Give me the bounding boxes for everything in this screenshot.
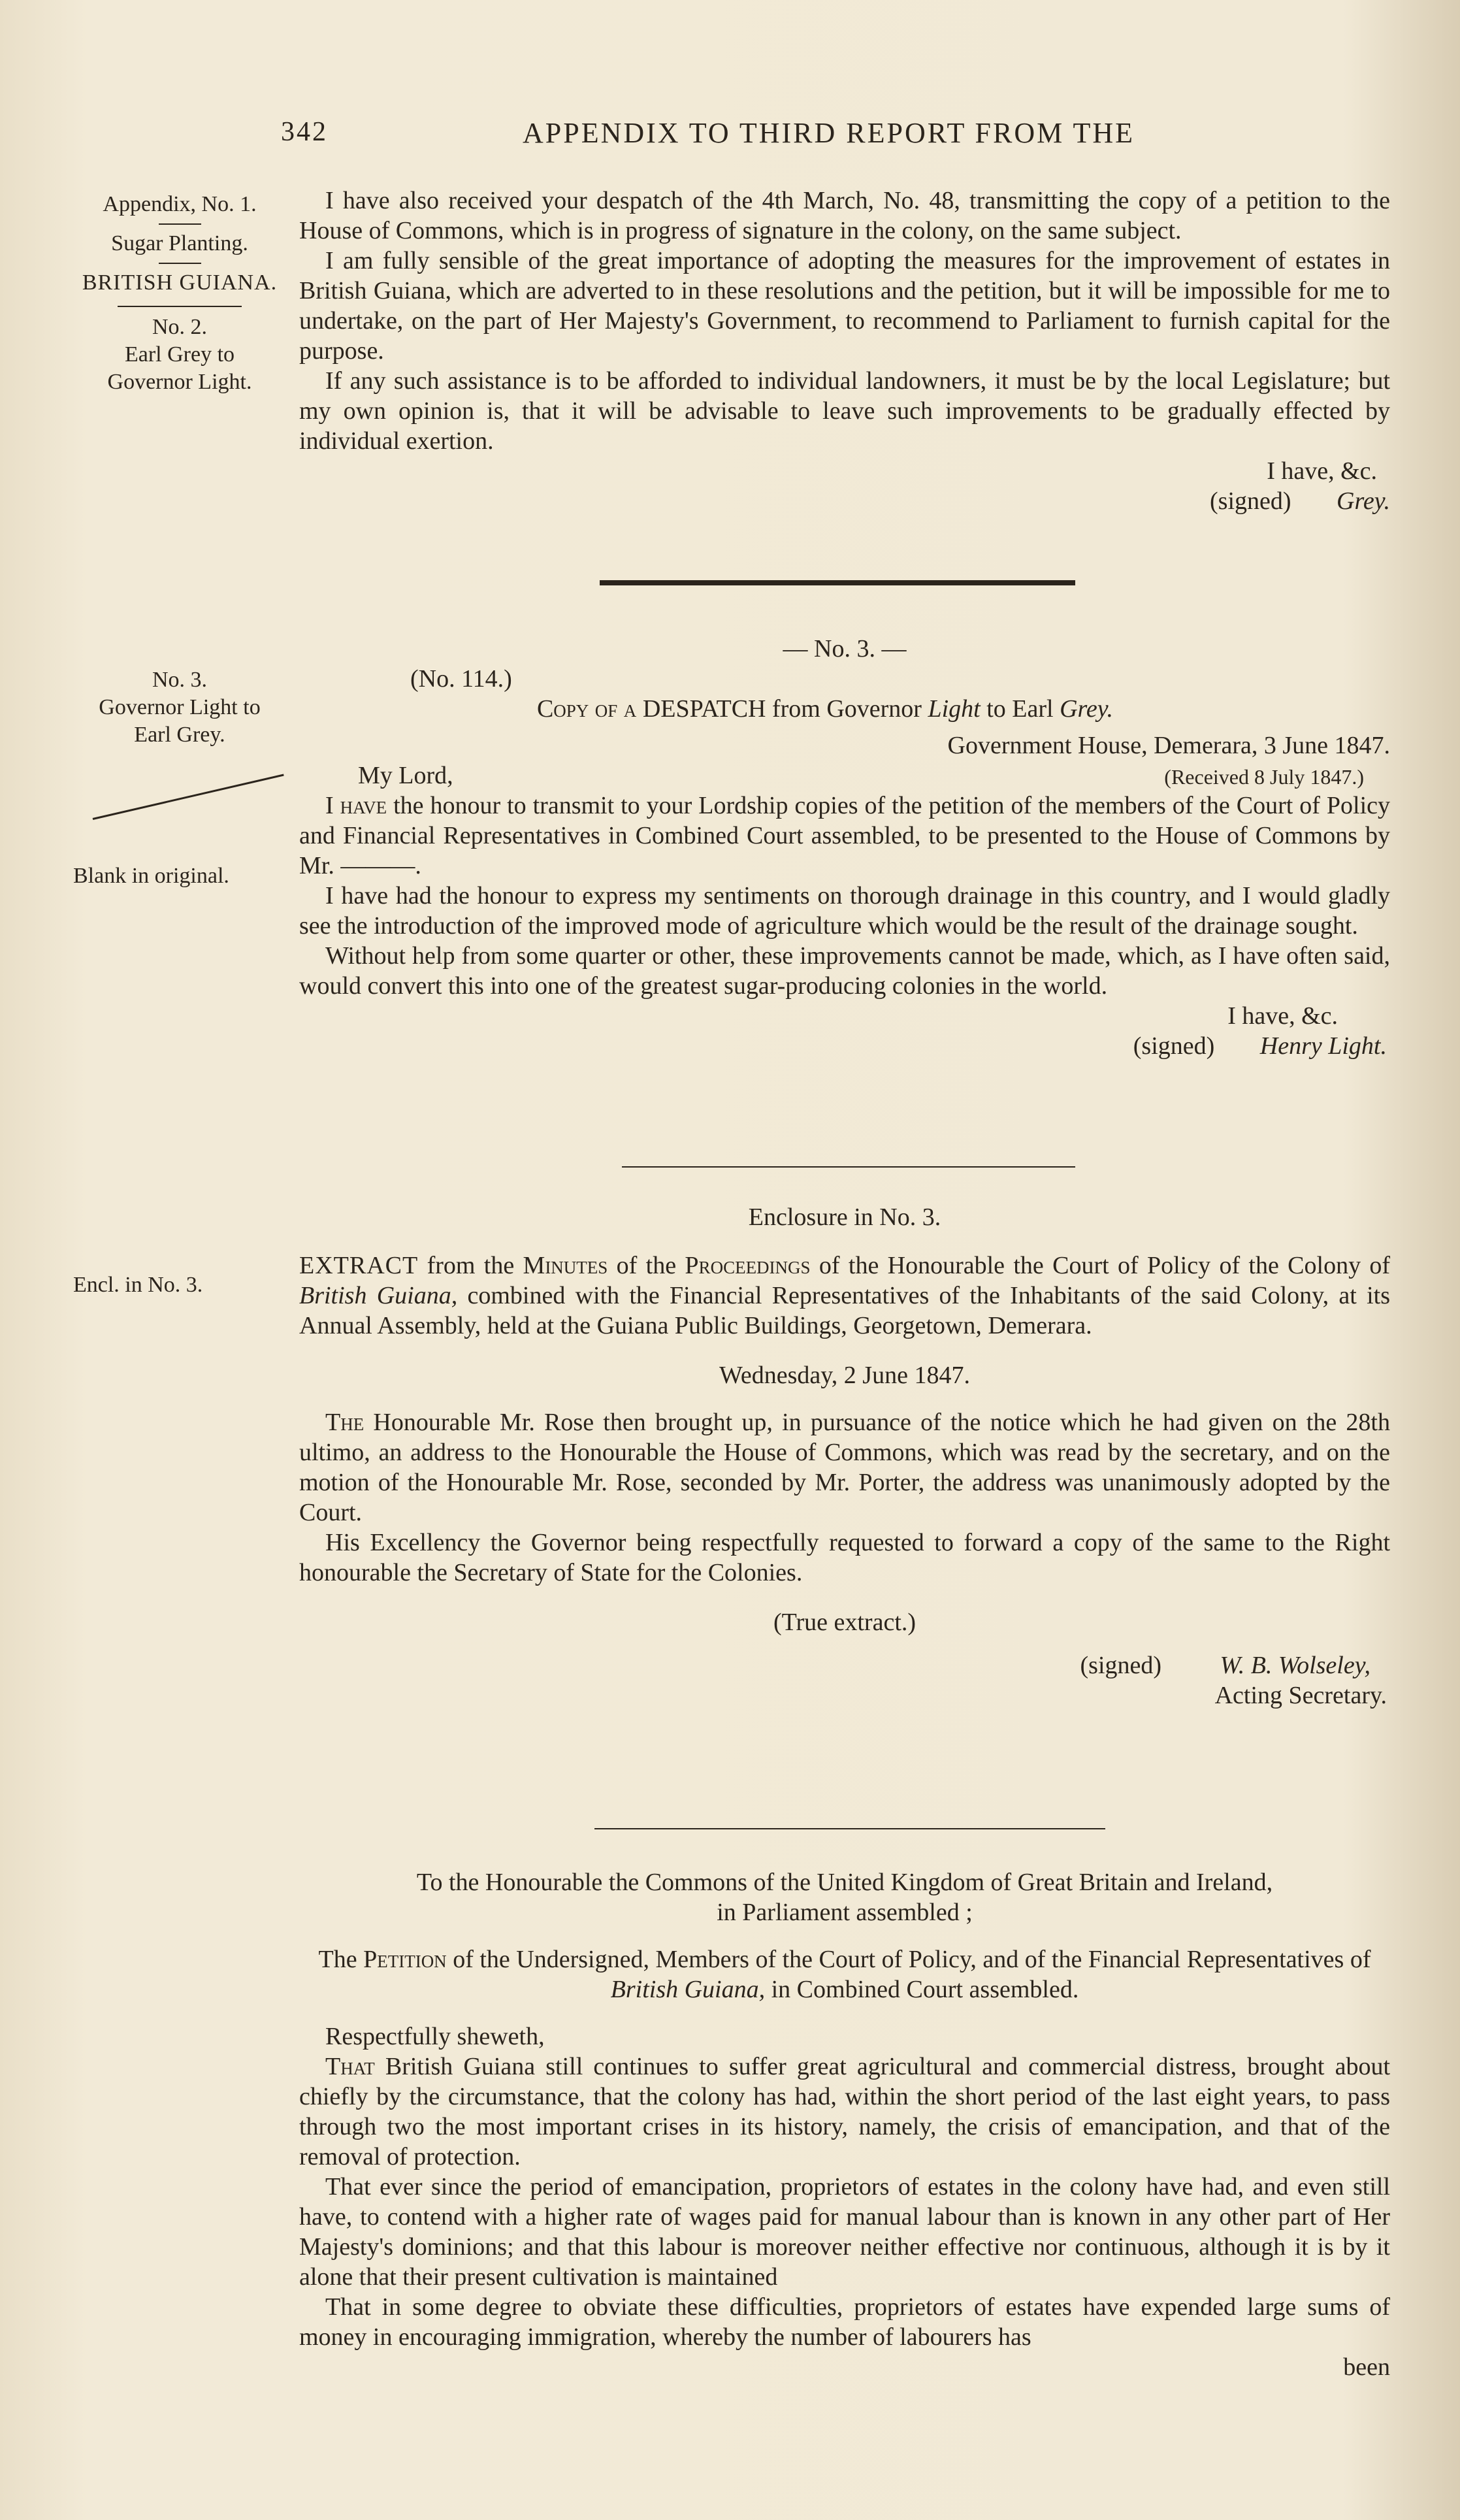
paragraph: Without help from some quarter or other, these improvements cannot be made, which, as I have often said, would convert this into one of the greatest sugar-producing colonies in the world.	[299, 942, 1390, 1000]
despatch-title: Copy of a DESPATCH from Governor Light to Earl Grey.	[536, 695, 1114, 723]
salutation: My Lord,	[358, 762, 453, 789]
signer: Henry Light.	[1259, 1032, 1387, 1060]
signed-label: (signed)	[1080, 1652, 1162, 1679]
salutation-row	[299, 761, 1390, 791]
address-line: in Parliament assembled ;	[717, 1899, 973, 1926]
blank-indicator-line	[93, 774, 284, 820]
margin-to: Earl Grey.	[134, 723, 225, 747]
number-reference: (No. 114.)	[410, 665, 512, 693]
margin-blank-note	[73, 862, 289, 890]
extract-heading: EXTRACT from the Minutes of the Proceedings of the Honourable the Court of Policy of the Colony of British Guiana, combined with the Financial Representatives of the Inhabitants of the said Colony, at its Annual Assembly, held at the Guiana Public Buildings, Georgetown, Demerara.	[299, 1252, 1391, 1339]
margin-from: Earl Grey to	[124, 342, 235, 367]
margin-rule	[159, 263, 201, 264]
extract-date: Wednesday, 2 June 1847.	[719, 1362, 970, 1389]
dateline: Government House, Demerara, 3 June 1847.	[947, 732, 1390, 759]
paragraph: I have also received your despatch of the 4th March, No. 48, transmitting the copy of a petition to the House of Commons, which is in progress of signature in the colony, on the same subject.	[299, 187, 1390, 244]
closing: I have, &c.	[1267, 457, 1377, 485]
margin-to: Governor Light.	[107, 370, 252, 394]
margin-number: No. 3.	[152, 668, 208, 692]
paragraph: That ever since the period of emancipation, proprietors of estates in the colony have had, and even still have, to contend with a higher rate of wages paid for manual labour than is known in any other part of Her Majesty's dominions; and that this labour is moreover neither effective nor continuous, although it is by it alone that their present cultivation is maintained	[299, 2173, 1390, 2291]
true-extract: (True extract.)	[773, 1609, 917, 1636]
margin-rule	[159, 223, 201, 225]
margin-rule	[118, 306, 242, 307]
paragraph: That British Guiana still continues to suffer great agricultural and commercial distress, brought about chiefly by the circumstance, that the colony has had, within the short period of the last eight years, to pass through two the most important crises in its history, namely, the crisis of emancipation, and that of the removal of protection.	[299, 2053, 1390, 2170]
section-divider	[600, 580, 1075, 585]
section-petition	[299, 1867, 1390, 2382]
signature-line	[299, 486, 1390, 516]
margin-from: Governor Light to	[99, 695, 261, 719]
running-title: APPENDIX TO THIRD REPORT FROM THE	[523, 117, 1135, 149]
encl-note: Encl. in No. 3.	[73, 1273, 203, 1297]
section-despatch-no3	[299, 634, 1390, 1061]
margin-colony: BRITISH GUIANA.	[82, 270, 278, 295]
petition-intro: The Petition of the Undersigned, Members of the Court of Policy, and of the Financial Representatives of British Guiana, in Combined Court assembled.	[318, 1946, 1371, 2003]
paragraph: The Honourable Mr. Rose then brought up, in pursuance of the notice which he had given on the 28th ultimo, an address to the Honourable the House of Commons, which was read by the secretary, and on the motion of the Honourable Mr. Rose, seconded by Mr. Porter, the address was unanimously adopted by the Court.	[299, 1409, 1390, 1526]
signed-label: (signed)	[1133, 1032, 1215, 1060]
section-divider	[594, 1828, 1105, 1829]
paragraph: I am fully sensible of the great importance of adopting the measures for the improvement of estates in British Guiana, which are adverted to in these resolutions and the petition, but it will be impossible for me to undertake, on the part of Her Majesty's Government, to recommend to Parliament to furnish capital for the purpose.	[299, 247, 1390, 365]
margin-note-no3	[72, 666, 287, 749]
signer: Grey.	[1337, 487, 1390, 515]
signature-line	[299, 1031, 1390, 1061]
section-divider	[622, 1166, 1075, 1168]
signer: W. B. Wolseley,	[1220, 1652, 1371, 1679]
section-despatch-no2	[299, 186, 1390, 516]
address-line: To the Honourable the Commons of the United Kingdom of Great Britain and Ireland,	[416, 1869, 1273, 1896]
paragraph: I have the honour to transmit to your Lordship copies of the petition of the members of the Court of Policy and Financial Representatives in Combined Court assembled, to be presented to the House of Commons by Mr. ———.	[299, 792, 1391, 879]
section-enclosure	[299, 1202, 1390, 1710]
signed-label: (signed)	[1210, 487, 1291, 515]
paragraph: His Excellency the Governor being respectfully requested to forward a copy of the same to the Right honourable the Secretary of State for the Colonies.	[299, 1529, 1390, 1586]
margin-appendix: Appendix, No. 1.	[103, 192, 257, 216]
signer-title: Acting Secretary.	[1214, 1682, 1387, 1709]
blank-note: Blank in original.	[73, 864, 229, 888]
paragraph: That in some degree to obviate these difficulties, proprietors of estates have expended large sums of money in encouraging immigration, whereby the number of labourers has	[299, 2293, 1390, 2351]
margin-section: Sugar Planting.	[111, 231, 248, 255]
signature-line	[299, 1650, 1390, 1680]
margin-encl	[73, 1271, 289, 1299]
sheweth: Respectfully sheweth,	[325, 2023, 545, 2050]
catchword: been	[1343, 2353, 1390, 2381]
enclosure-heading: Enclosure in No. 3.	[748, 1203, 941, 1231]
closing: I have, &c.	[1227, 1002, 1338, 1030]
received-date: (Received 8 July 1847.)	[1164, 765, 1364, 789]
margin-number: No. 2.	[152, 315, 208, 339]
margin-note-no2	[72, 191, 287, 396]
paragraph: If any such assistance is to be afforded to individual landowners, it must be by the local Legislature; but my own opinion is, that it will be advisable to leave such improvements to be gradually effected by individual exertion.	[299, 367, 1390, 455]
paragraph: I have had the honour to express my sentiments on thorough drainage in this country, and I would gladly see the introduction of the improved mode of agriculture which would be the result of the drainage sought.	[299, 882, 1390, 940]
page-number: 342	[281, 117, 328, 147]
section-heading: — No. 3. —	[783, 635, 907, 663]
